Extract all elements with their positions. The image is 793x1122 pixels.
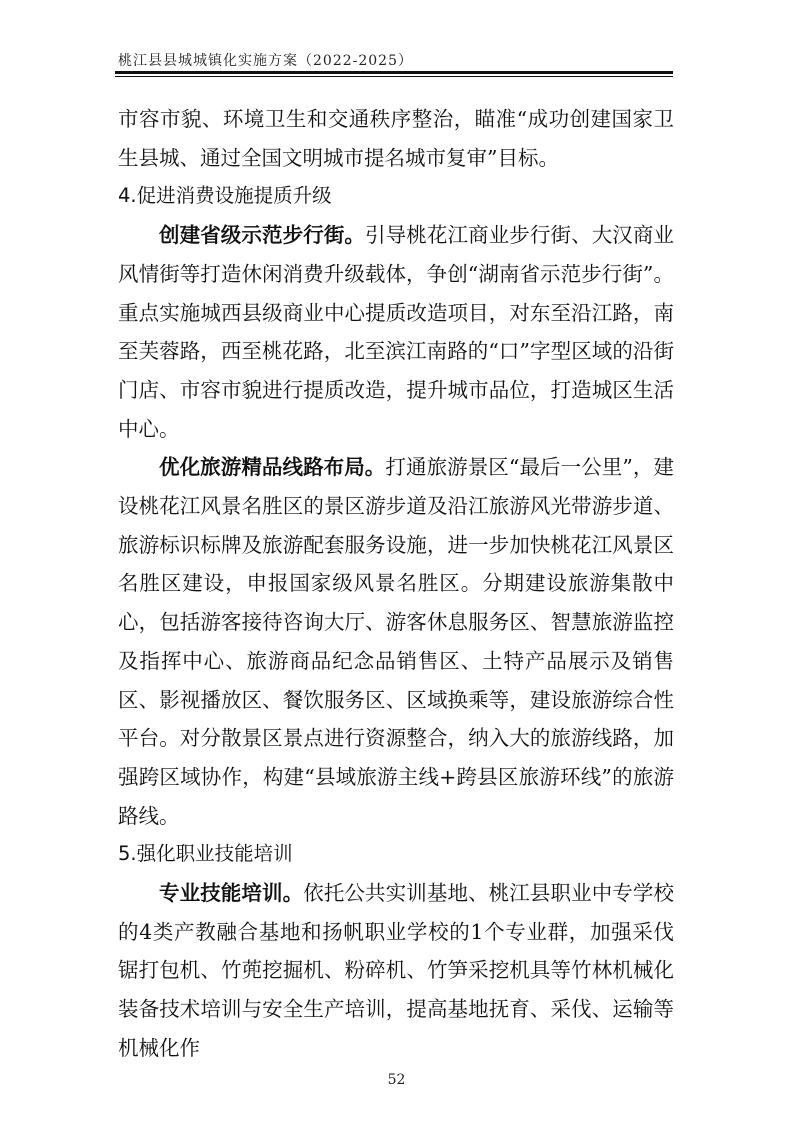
paragraph-lead: 专业技能培训。 [159,881,304,906]
paragraph-text: 引导桃花江商业步行街、大汉商业风情街等打造休闲消费升级载体，争创“湖南省示范步行街”。重点实施城西县级商业中心提质改造项目，对东至沿江路，南至芙蓉路，西至桃花路，北至滨江南路的“口”字型区域的沿街门店、市容市貌进行提质改造，提升城市品位，打造城区生活中心。 [118,223,675,441]
header-title: 桃江县县城城镇化实施方案（2022-2025） [118,53,413,69]
paragraph-tourism-routes [118,448,674,835]
paragraph-lead: 创建省级示范步行街。 [159,223,366,248]
section-heading-5: 5.强化职业技能培训 [118,842,293,866]
paragraph-text: 依托公共实训基地、桃江县职业中专学校的4类产教融合基地和扬帆职业学校的1个专业群，加强采伐锯打包机、竹蔸挖掘机、粉碎机、竹笋采挖机具等竹林机械化装备技术培训与安全生产培训，提高基地抚育、采伐、运输等机械化作 [118,881,675,1060]
page-number: 52 [387,1072,406,1088]
header-rule-thin [115,76,673,77]
paragraph-pedestrian-street [118,216,674,448]
section-heading-4: 4.促进消费设施提质升级 [118,184,332,208]
paragraph-continuation: 市容市貌、环境卫生和交通秩序整治，瞄准“成功创建国家卫生县城、通过全国文明城市提名城市复审”目标。 [118,107,674,170]
paragraph-skills-training [118,874,674,1068]
document-body [118,100,674,1068]
paragraph-lead: 优化旅游精品线路布局。 [159,455,386,480]
paragraph-text: 打通旅游景区“最后一公里”，建设桃花江风景名胜区的景区游步道及沿江旅游风光带游步道、旅游标识标牌及旅游配套服务设施，进一步加快桃花江风景区名胜区建设，申报国家级风景名胜区。分期建设旅游集散中心，包括游客接待咨询大厅、游客休息服务区、智慧旅游监控及指挥中心、旅游商品纪念品销售区、土特产品展示及销售区、影视播放区、餐饮服务区、区域换乘等，建设旅游综合性平台。对分散景区景点进行资源整合，纳入大的旅游线路，加强跨区域协作，构建“县域旅游主线+跨县区旅游环线”的旅游路线。 [118,455,675,828]
header-rule-thick [115,71,673,74]
